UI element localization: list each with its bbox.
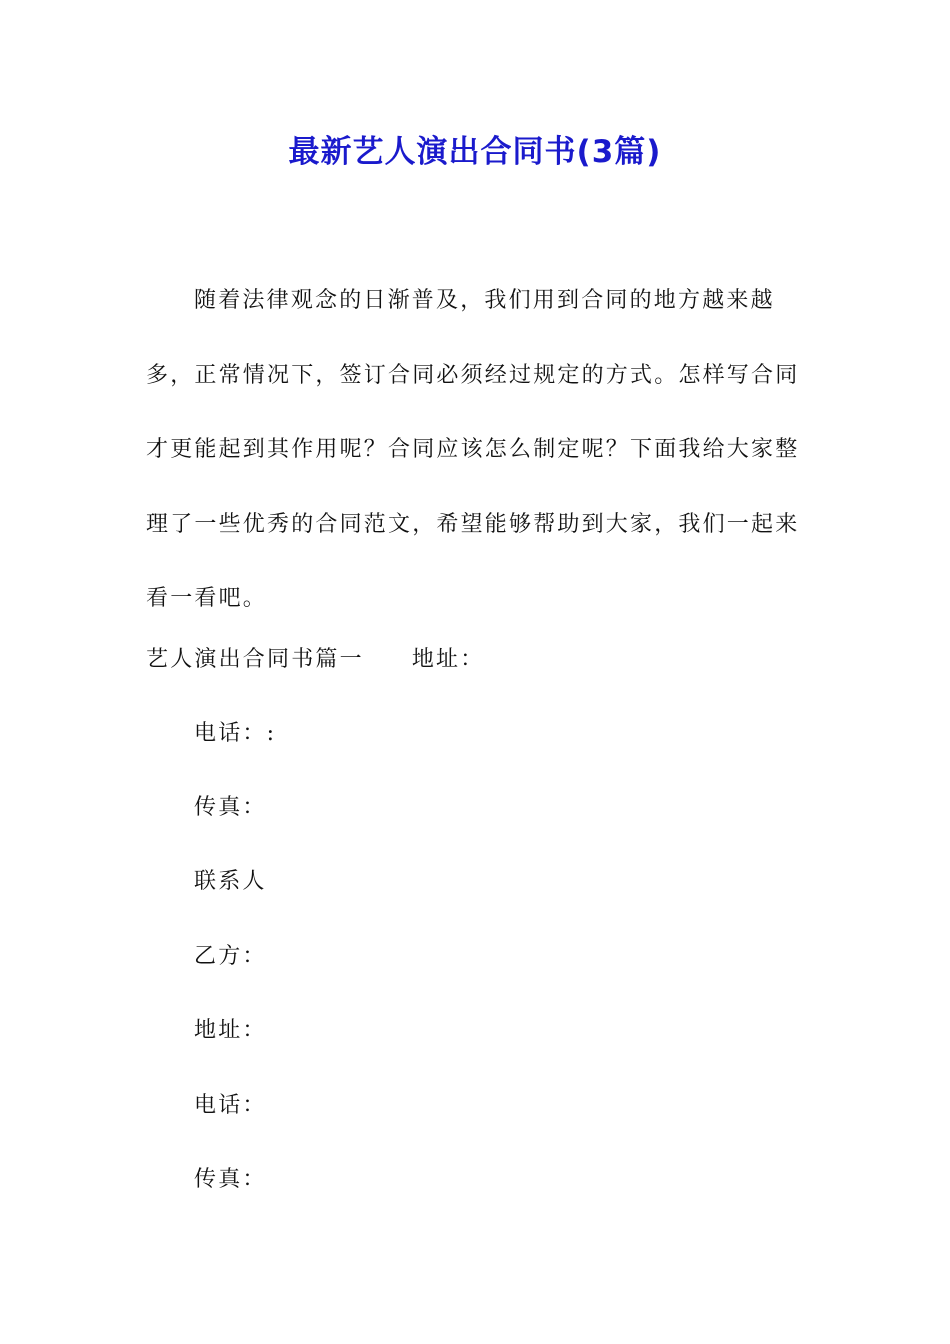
section-heading-line [146,640,484,680]
intro-paragraph: 随着法律观念的日渐普及，我们用到合同的地方越来越多，正常情况下，签订合同必须经过规定的方式。怎样写合同才更能起到其作用呢？合同应该怎么制定呢？下面我给大家整理了一些优秀的合同范文，希望能够帮助到大家，我们一起来看一看吧。 [146,288,800,611]
party-b-fax-label: 传真： [194,1167,267,1192]
party-b-phone-label: 电话： [194,1093,267,1118]
party-b-address-label: 地址： [194,1018,267,1043]
party-a-fax-label: 传真： [194,795,267,820]
party-a-phone-label: 电话：: [194,721,277,746]
document-title: 最新艺人演出合同书(3篇) [288,134,662,170]
section-heading: 艺人演出合同书篇一 [146,647,364,672]
party-b-label: 乙方： [194,944,267,969]
party-a-contact-label: 联系人 [194,869,267,894]
party-a-address-label: 地址： [411,647,485,672]
